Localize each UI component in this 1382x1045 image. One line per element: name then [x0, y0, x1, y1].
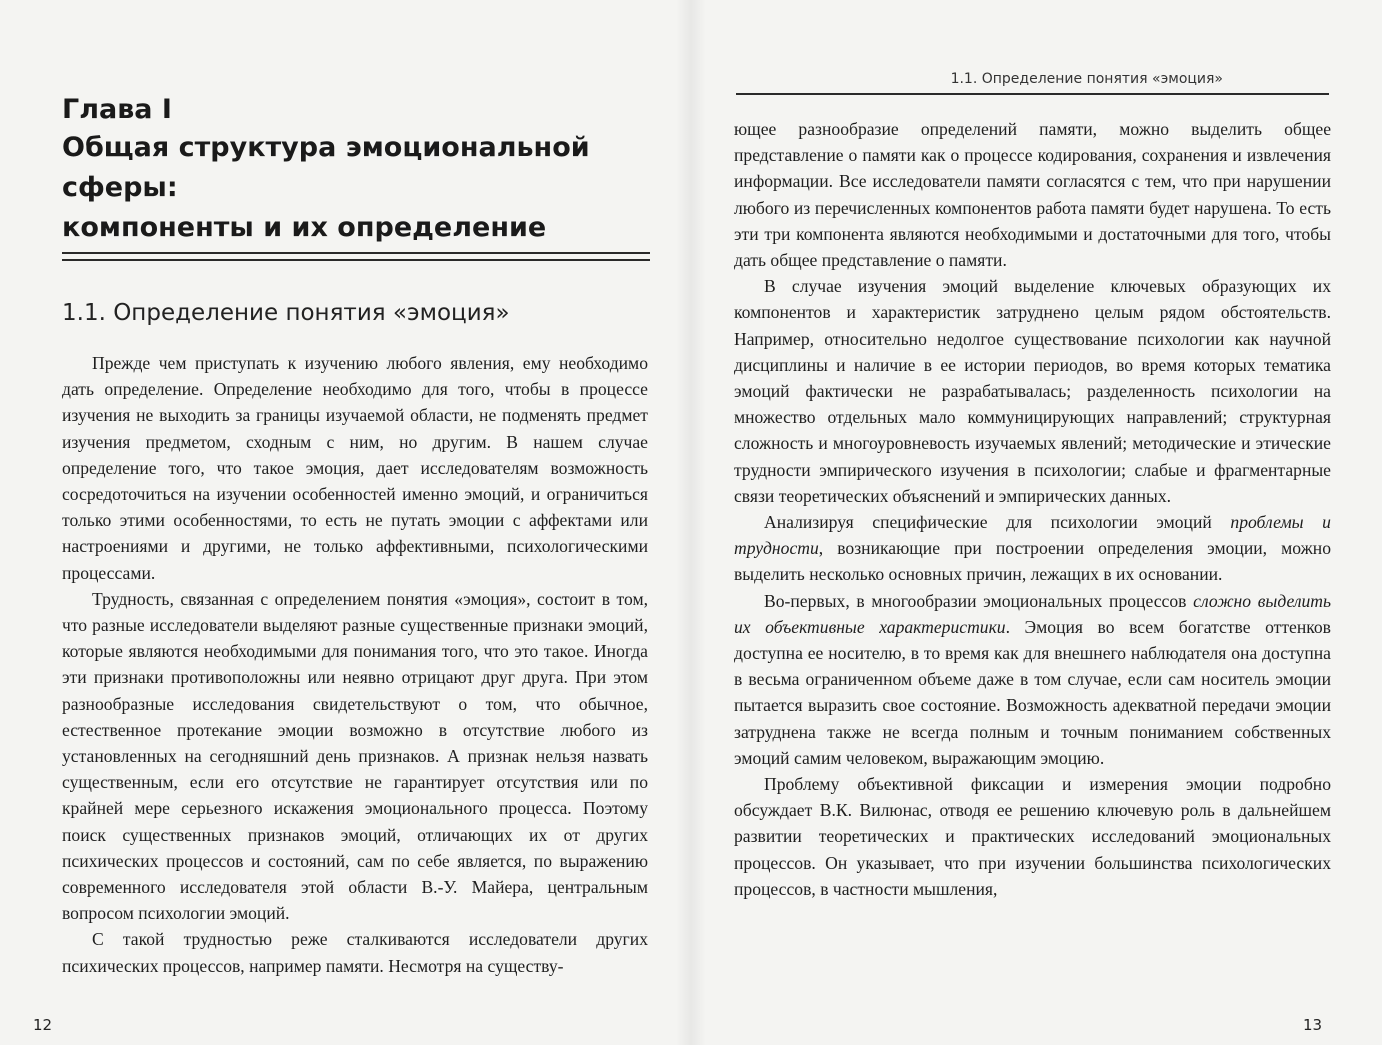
page-number-right: 13: [1303, 1016, 1323, 1034]
header-rule: [736, 93, 1329, 95]
paragraph: Прежде чем приступать к изучению любого явления, ему необходимо дать определение. Определение необходимо для того, чтобы в процессе изучения не выходить за границы изучаемой области, не подменять предмет изучения предметом, сходным с ним, но другим. В нашем случае определение того, что такое эмоция, дает исследователям возможность сосредоточиться на изучении особенностей именно эмоций, и ограничиться только этими особенностями, то есть не путать эмоции с аффектами или настроениями и другими, не только аффективными, психологическими процессами.: [62, 353, 648, 583]
paragraph: В случае изучения эмоций выделение ключевых образующих их компонентов и характеристик затруднено целым рядом обстоятельств. Например, относительно недолгое существование психологии как научной дисциплины и наличие в ее истории периодов, во время которых тематика эмоций фактически не разрабатывалась; разделенность психологии на множество отдельных мало коммуницирующих направлений; структурная сложность и многоуровневость изучаемых явлений; методические и этические трудности эмпирического изучения в психологии; слабые и фрагментарные связи теоретических объяснений и эмпирических данных.: [734, 276, 1331, 506]
paragraph: ющее разнообразие определений памяти, можно выделить общее представление о памяти как о процессе кодирования, сохранения и извлечения информации. Все исследователи памяти согласятся с тем, что при нарушении любого из перечисленных компонентов работа памяти будет нарушена. То есть эти три компонента являются необходимыми и достаточными для того, чтобы дать общее представление о памяти.: [734, 119, 1331, 271]
text-run: . Эмоция во всем богатстве оттенков доступна ее носителю, в то время как для внешнего наблюдателя она доступна в весьма ограниченном объеме даже в том случае, если сам носитель эмоции пытается выразить свое состояние. Возможность адекватной передачи эмоции затруднена также не всегда полным и точным пониманием собственных эмоций самим человеком, выражающим эмоцию.: [734, 616, 1331, 768]
text-run: Во-первых, в многообразии эмоциональных процессов: [764, 590, 1194, 611]
right-page-body: [734, 116, 1331, 902]
left-page-body: [62, 350, 648, 979]
running-header: 1.1. Определение понятия «эмоция»: [950, 71, 1223, 87]
page-number-left: 12: [33, 1016, 53, 1034]
text-run: , возникающие при построении определения эмоции, можно выделить несколько основных причин, лежащих в их основании.: [734, 538, 1331, 585]
section-heading: 1.1. Определение понятия «эмоция»: [62, 300, 510, 326]
paragraph: Проблему объективной фиксации и измерения эмоции подробно обсуждает В.К. Вилюнас, отводя ее решению ключевую роль в дальнейшем развитии теоретических и практических исследований эмоциональных процессов. Он указывает, что при изучении большинства психологических процессов, в частности мышления,: [734, 774, 1331, 899]
paragraph: Трудность, связанная с определением понятия «эмоция», состоит в том, что разные исследователи выделяют разные существенные признаки эмоций, которые являются необходимыми для понимания того, что это такое. Иногда эти признаки противоположны или неявно отрицают друг друга. При этом разнообразные исследования свидетельствуют о том, что обычное, естественное протекание эмоции возможно в отсутствие любого из установленных на сегодняшний день признаков. А признак нельзя назвать существенным, если его отсутствие не гарантирует отсутствия или по крайней мере серьезного искажения эмоционального процесса. Поэтому поиск существенных признаков эмоций, отличающих их от других психических процессов и состояний, сам по себе является, по выражению современного исследователя этой области В.-У. Майера, центральным вопросом психологии эмоций.: [62, 588, 648, 924]
right-page: [691, 0, 1382, 1045]
paragraph: [734, 509, 1331, 588]
chapter-heading: [62, 92, 662, 248]
paragraph: [734, 588, 1331, 771]
italic-emphasis: сложно выделить их объективные характеристики: [734, 590, 1331, 637]
italic-emphasis: проблемы и трудности: [734, 512, 1331, 559]
chapter-divider: [62, 252, 650, 261]
chapter-title-line-2: компоненты и их определение: [62, 212, 547, 243]
chapter-label: Глава I: [62, 94, 172, 125]
paragraph: С такой трудностью реже сталкиваются исследователи других психических процессов, например памяти. Несмотря на существу-: [62, 929, 648, 976]
text-run: Анализируя специфические для психологии эмоций: [764, 512, 1231, 533]
chapter-title-line-1: Общая структура эмоциональной сферы:: [62, 132, 590, 203]
